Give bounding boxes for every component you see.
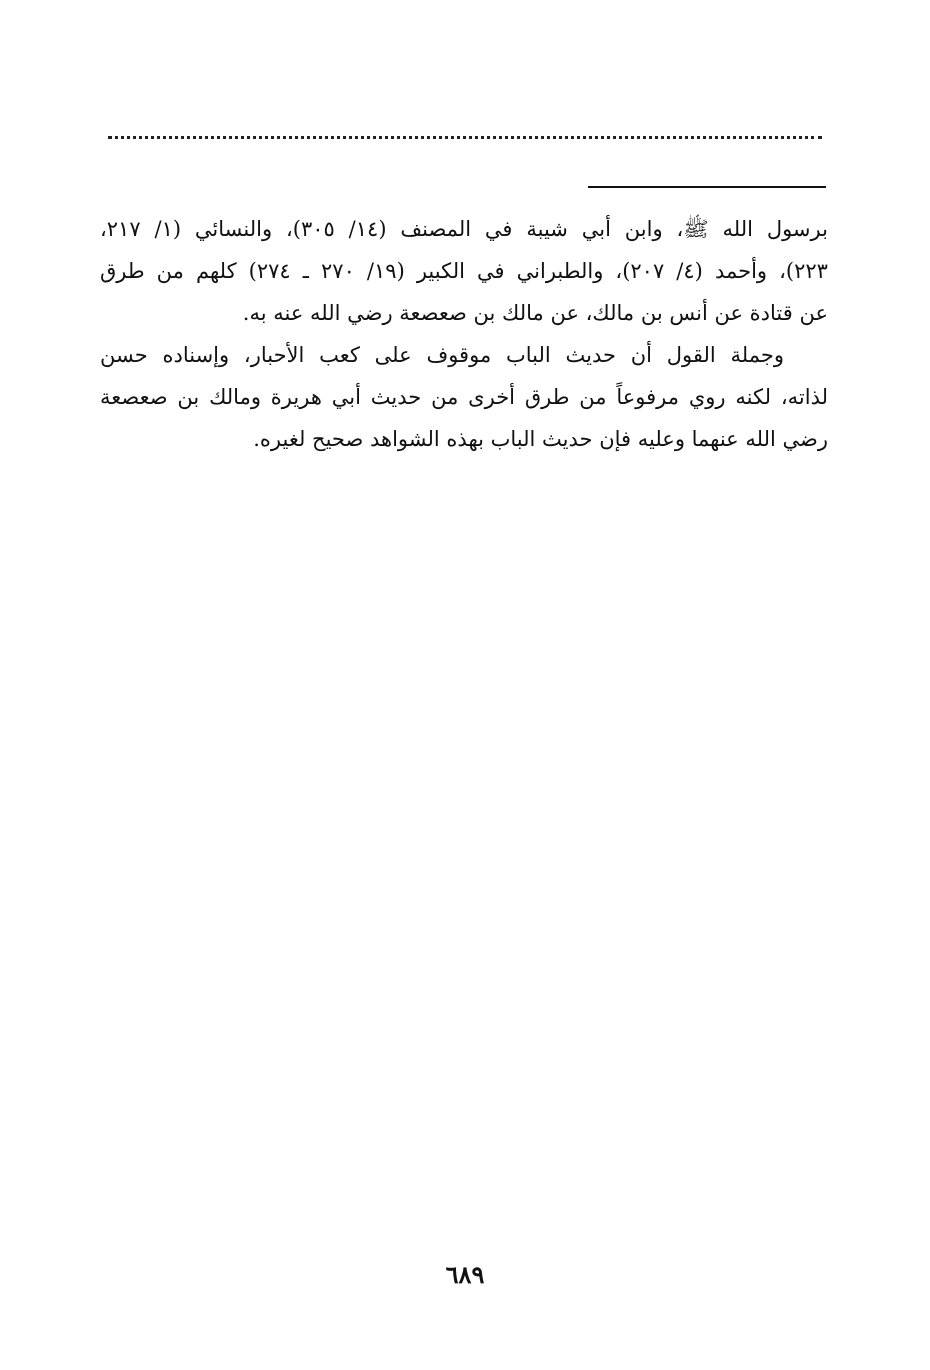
page-number: ٦٨٩: [445, 1260, 485, 1289]
footnote-text: [100, 208, 828, 460]
dotted-separator: [108, 136, 822, 139]
text-line: رضي الله عنهما وعليه فإن حديث الباب بهذه الشواهد صحيح لغيره.: [253, 427, 828, 451]
footnote-paragraph-2: [100, 334, 828, 460]
text-line: لذاته، لكنه روي مرفوعاً من طرق أخرى من حديث أبي هريرة ومالك بن صعصعة: [100, 385, 828, 409]
text-line: برسول الله ﷺ، وابن أبي شيبة في المصنف (١٤/ ٣٠٥)، والنسائي (١/ ٢١٧،: [100, 217, 828, 241]
text-line: عن قتادة عن أنس بن مالك، عن مالك بن صعصعة رضي الله عنه به.: [242, 301, 828, 325]
footnote-paragraph-1: [100, 208, 828, 334]
footnote-separator-rule: [588, 186, 826, 188]
text-line: وجملة القول أن حديث الباب موقوف على كعب الأحبار، وإسناده حسن: [100, 343, 784, 367]
text-line: ٢٢٣)، وأحمد (٤/ ٢٠٧)، والطبراني في الكبير (١٩/ ٢٧٠ ـ ٢٧٤) كلهم من طرق: [100, 259, 828, 283]
